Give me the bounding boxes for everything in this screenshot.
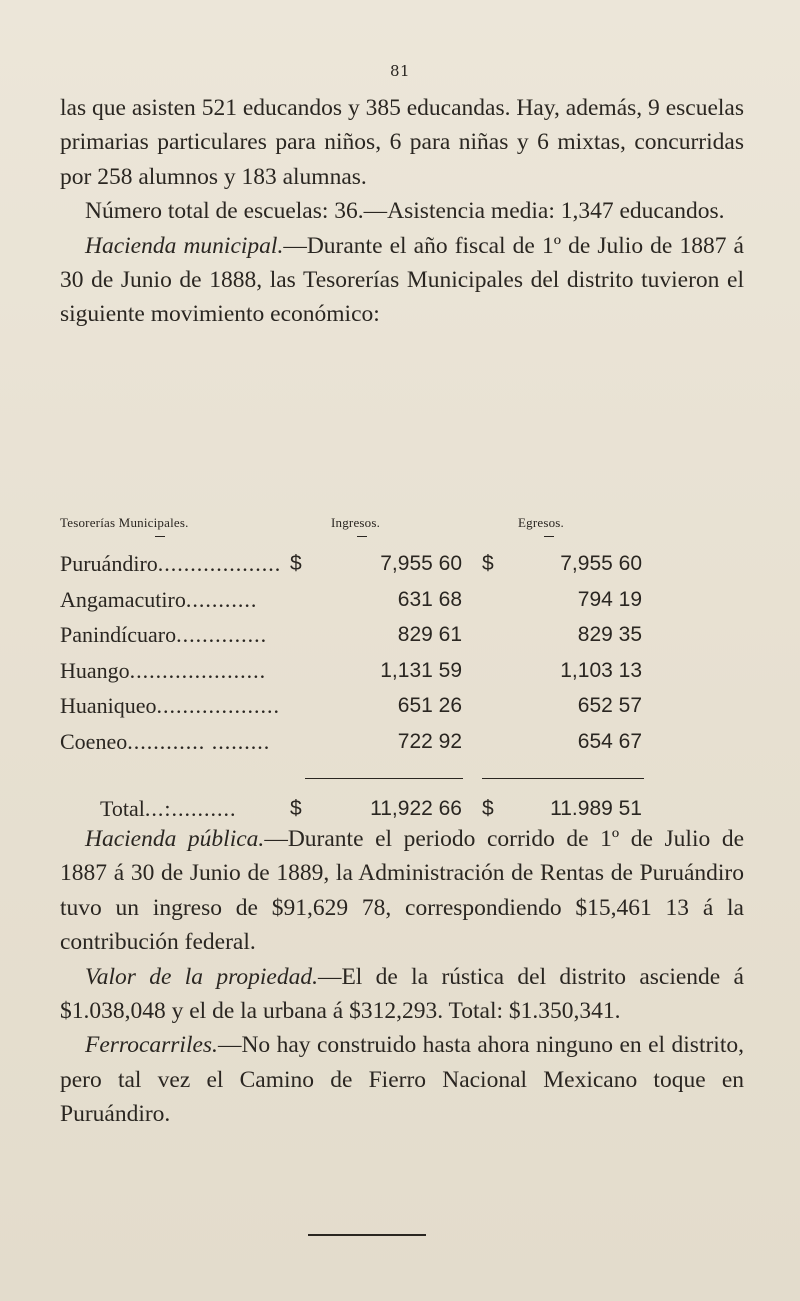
text-ferrocarriles: —No hay construido hasta ahora ninguno en el distrito, pero tal vez el Camino de Fierro Nacional Mexicano toque en Puruándiro. (60, 1032, 744, 1128)
egresos-value: 829 35 (577, 623, 642, 646)
table-row (60, 620, 750, 656)
page-number: 81 (389, 62, 411, 80)
ingresos-total: 11,922 66 (370, 797, 462, 820)
treasury-name: Puruándiro................... (60, 551, 282, 576)
text-valor-propiedad: —El de la rústica del distrito asciende á $1.038,048 y el de la urbana á $312,293. Total: $1.350,341. (60, 963, 744, 1025)
currency-sign: $ (290, 552, 302, 575)
table-header (60, 515, 750, 549)
paragraph-ferrocarriles (60, 1028, 744, 1131)
table-row (60, 656, 750, 692)
paragraph-schools: las que asisten 521 educandos y 385 educandas. Hay, además, 9 escuelas primarias particulares para niños, 6 para niñas y 6 mixtas, concurridas por 258 alumnos y 183 alumnas. (60, 95, 744, 190)
heading-hacienda-publica: Hacienda pública. (85, 826, 265, 852)
egresos-total: 11.989 51 (550, 797, 642, 820)
egresos-value: 654 67 (577, 729, 642, 753)
ingresos-value: 1,131 59 (380, 658, 462, 682)
text-hacienda-municipal: —Durante el año fiscal de 1º de Julio de 1887 á 30 de Junio de 1888, las Tesorerías Municipales del distrito tuvieron el siguiente movimiento económico: (60, 232, 744, 328)
ingresos-value: 829 61 (397, 623, 462, 646)
table-row (60, 549, 750, 585)
closing-rule (308, 1234, 426, 1236)
header-treasuries: Tesorerías Municipales. (60, 515, 189, 530)
table-row (60, 727, 750, 763)
paragraph-hacienda-publica (60, 822, 744, 960)
currency-sign: $ (290, 797, 302, 820)
paragraph-valor-propiedad (60, 960, 744, 1029)
treasury-name: Coeneo............ ......... (60, 728, 271, 754)
table-row (60, 585, 750, 621)
treasury-table (60, 515, 750, 830)
header-mark (544, 536, 554, 537)
header-mark (357, 536, 367, 537)
lower-text-block (60, 822, 744, 1132)
header-egresos: Egresos. (518, 515, 565, 530)
ingresos-value: 651 26 (397, 694, 462, 717)
paragraph-school-totals: Número total de escuelas: 36.—Asistencia media: 1,347 educandos. (85, 198, 725, 225)
treasury-name: Angamacutiro........... (60, 586, 258, 612)
ingresos-total-rule (305, 778, 463, 779)
heading-valor-propiedad: Valor de la propiedad. (85, 963, 318, 990)
paragraph-hacienda-municipal (60, 229, 744, 332)
ingresos-value: 631 68 (397, 587, 462, 611)
egresos-total-rule (482, 778, 644, 779)
heading-ferrocarriles: Ferrocarriles. (85, 1032, 218, 1059)
egresos-value: 794 19 (577, 587, 642, 611)
header-mark (155, 536, 165, 537)
treasury-name: Huaniqueo................... (60, 693, 281, 718)
egresos-value: 1,103 13 (560, 658, 642, 682)
heading-hacienda-municipal: Hacienda municipal. (85, 232, 284, 259)
currency-sign: $ (482, 797, 494, 820)
ingresos-value: 722 92 (397, 729, 462, 753)
header-ingresos: Ingresos. (331, 515, 381, 530)
ingresos-value: 7,955 60 (380, 552, 462, 575)
table-row (60, 691, 750, 727)
egresos-value: 652 57 (577, 694, 642, 717)
total-label: Total...:.......... (100, 796, 237, 821)
currency-sign: $ (482, 552, 494, 575)
treasury-name: Panindícuaro.............. (60, 622, 268, 647)
treasury-name: Huango..................... (60, 657, 267, 683)
upper-text-block (60, 91, 744, 332)
text-hacienda-publica: —Durante el periodo corrido de 1º de Julio de 1887 á 30 de Junio de 1889, la Administración de Rentas de Puruándiro tuvo un ingreso de $91,629 78, correspondiendo $15,461 13 á la contribución federal. (60, 826, 744, 956)
egresos-value: 7,955 60 (560, 552, 642, 575)
